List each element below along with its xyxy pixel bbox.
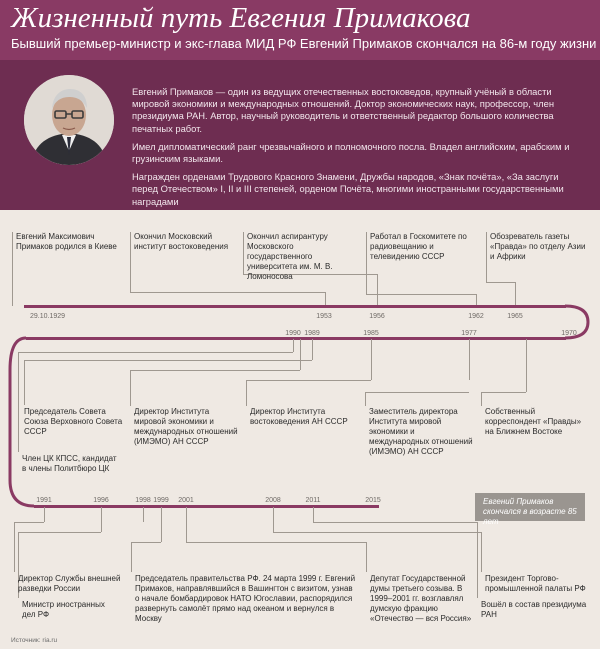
connector [130,232,131,292]
connector [365,392,469,393]
connector [371,339,372,380]
year-label: 1956 [369,313,385,320]
event-council-chairman: Председатель Совета Союза Верховного Совета СССР [24,407,123,437]
event-institute-graduation: Окончил Московский институт востоковедения [134,232,229,252]
connector [186,542,366,543]
connector [246,380,247,406]
connector [14,522,44,523]
connector [481,392,526,393]
year-label: 1965 [507,313,523,320]
connector [24,360,25,405]
connector [44,507,45,522]
connector [130,370,131,406]
event-oriental-studies-director: Директор Института востоковедения АН СССР [250,407,348,427]
connector [481,392,482,406]
event-chamber-president: Президент Торгово-промышленной палаты РФ [485,574,586,594]
connector [313,522,477,523]
event-radio-committee: Работал в Госкомитете по радиовещанию и телевидению СССР [370,232,467,262]
page-title: Жизненный путь Евгения Примакова [11,2,471,34]
source-note: Источник: ria.ru [11,637,58,644]
connector [477,522,478,598]
connector [18,532,101,533]
page-subtitle: Бывший премьер-министр и экс-глава МИД РФ Евгений Примаков скончался на 86-м году жизни [11,36,597,51]
year-label: 1970 [561,330,577,337]
year-label: 29.10.1929 [30,313,66,320]
event-prime-minister: Председатель правительства РФ. 24 марта 1999 г. Евгений Примаков, направлявшийся в Вашингтон с визитом, узнав о начале бомбардировок НАТО Югославии, распорядился развернуть самолёт прямо над океаном и вернулся в Москву [135,574,356,624]
connector [526,339,527,392]
bio-paragraph: Евгений Примаков — один из ведущих отечественных востоковедов, крупный учёный в области мировой экономики и международных отношений. Доктор экономических наук, профессор, член президиума РАН. Автор, научный руководитель и ответственный редактор большого количества печатных работ. [132,86,555,134]
connector [481,532,482,572]
connector [243,232,244,274]
connector [312,339,313,360]
connector [377,274,378,305]
timeline-row-1 [24,305,566,308]
timeline-row-2 [26,337,566,340]
event-postgraduate: Окончил аспирантуру Московского государственного университета им. М. В. Ломоносова [247,232,333,282]
connector [12,232,13,306]
year-label: 1998 [135,497,151,504]
year-label: 2011 [305,497,321,504]
connector [24,360,312,361]
event-imemo-deputy: Заместитель директора Института мировой экономики и международных отношений (ИМЭМО) АН СССР [369,407,473,457]
year-label: 1996 [93,497,109,504]
year-label: 1989 [304,330,320,337]
timeline-row-3 [34,505,379,508]
connector [273,507,274,532]
connector [366,294,476,295]
event-birth: Евгений Максимович Примаков родился в Киеве [16,232,117,252]
event-imemo-director: Директор Института мировой экономики и международных отношений (ИМЭМО) АН СССР [134,407,238,447]
event-cpsu-member: Член ЦК КПСС, кандидат в члены Политбюро ЦК [22,454,117,474]
connector [186,507,187,542]
connector [366,232,367,294]
connector [486,232,487,282]
year-label: 1990 [285,330,301,337]
year-label: 1999 [153,497,169,504]
connector [313,507,314,522]
connector [273,532,481,533]
death-note: Евгений Примаков скончался в возрасте 85 лет [483,497,577,526]
year-label: 1977 [461,330,477,337]
connector [131,542,161,543]
event-pravda-correspondent: Собственный корреспондент «Правды» на Ближнем Востоке [485,407,582,437]
connector [486,282,515,283]
connector [101,507,102,532]
event-duma-deputy: Депутат Государственной думы третьего созыва. В 1999–2001 гг. возглавлял думскую фракцию «Отечество — вся Россия» [370,574,472,624]
connector [476,294,477,305]
connector [366,542,367,572]
connector [365,392,366,406]
year-label: 1953 [316,313,332,320]
event-pravda-columnist: Обозреватель газеты «Правда» по отделу Азии и Африки [490,232,586,262]
bio-paragraph: Имел дипломатический ранг чрезвычайного и полномочного посла. Владел английским, арабским и грузинским языками. [132,140,570,165]
connector [130,370,300,371]
connector [18,352,19,452]
year-label: 2001 [178,497,194,504]
connector [469,339,470,380]
connector [14,522,15,572]
bio-paragraph: Награжден орденами Трудового Красного Знамени, Дружбы народов, «Знак почёта», «За заслуги перед Отечеством» I, II и III степеней, орденом Почёта, многими иностранными государственными наградами [132,171,564,207]
connector [300,339,301,370]
connector [143,507,144,522]
year-label: 1991 [36,497,52,504]
connector [293,339,294,352]
connector [130,292,325,293]
connector [325,292,326,305]
event-svr-director: Директор Службы внешней разведки России [18,574,121,594]
year-label: 2008 [265,497,281,504]
death-note-box [475,493,585,526]
event-ras-presidium: Вошёл в состав президиума РАН [481,600,587,620]
connector [18,352,293,353]
year-label: 2015 [365,497,381,504]
connector [515,282,516,305]
year-label: 1985 [363,330,379,337]
connector [246,380,371,381]
connector [161,507,162,542]
connector [131,542,132,572]
year-label: 1962 [468,313,484,320]
event-foreign-minister: Министр иностранных дел РФ [22,600,105,620]
